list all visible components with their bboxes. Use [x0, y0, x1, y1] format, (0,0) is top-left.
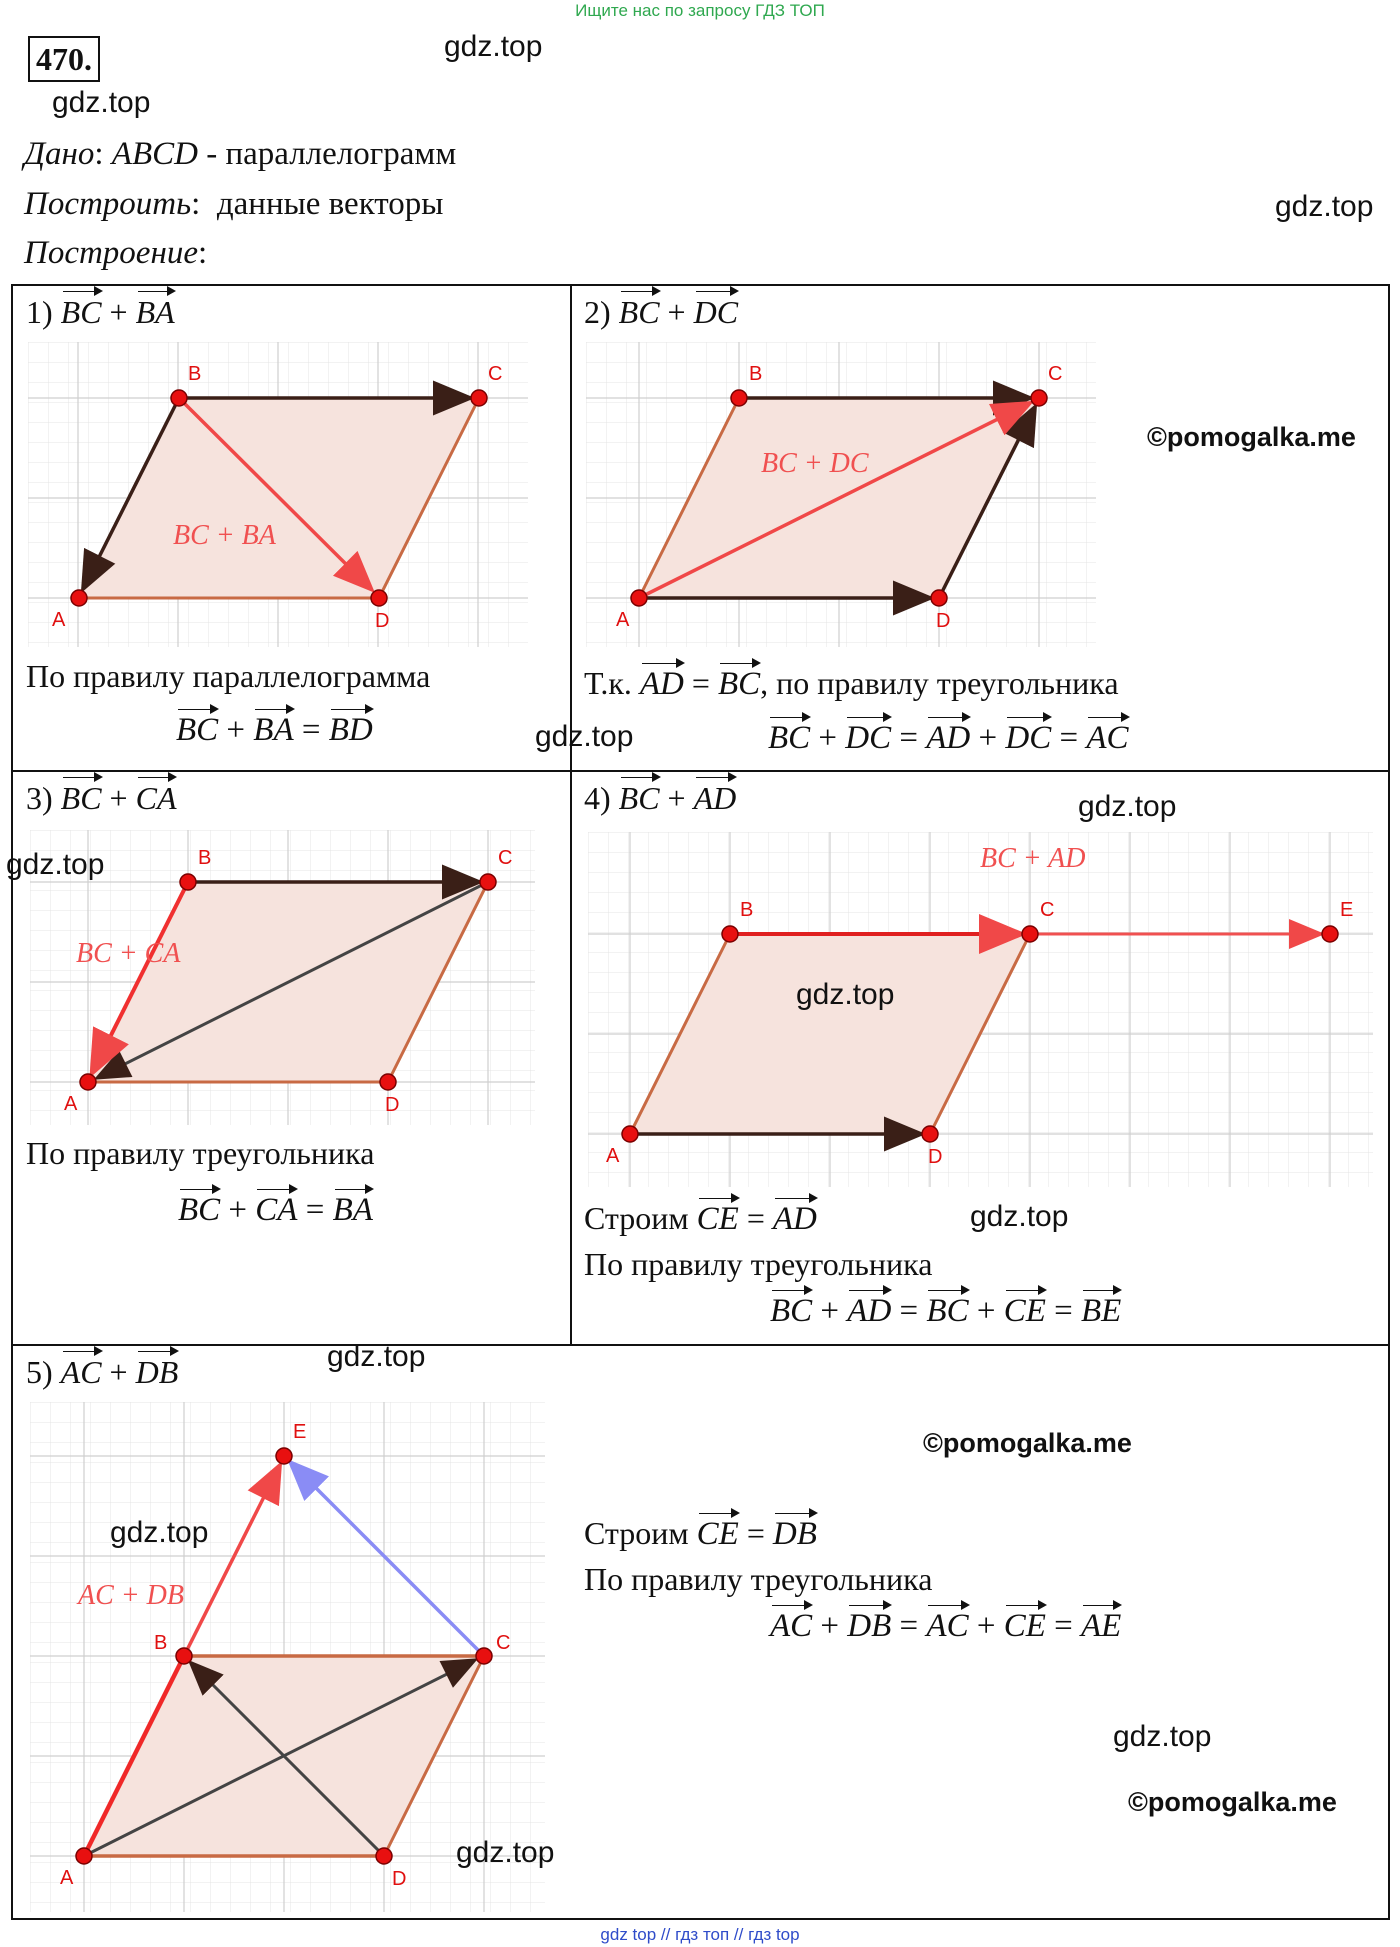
point-d — [371, 590, 387, 606]
watermark: gdz.top — [535, 720, 634, 753]
vector: DB — [772, 1516, 817, 1552]
label-a: A — [606, 1145, 620, 1167]
plus: + — [226, 712, 246, 748]
cell5-rule: По правилу треугольника — [584, 1561, 933, 1597]
tk: Т.к. — [584, 665, 632, 701]
cell5-title — [26, 1354, 178, 1391]
label-a: A — [60, 1867, 74, 1889]
build-text: Строим — [584, 1200, 689, 1236]
point-b — [171, 390, 187, 406]
vector: CE — [1003, 1608, 1046, 1644]
equals: = — [305, 1192, 325, 1228]
cell3-number: 3) — [26, 780, 53, 816]
label-d: D — [375, 610, 390, 632]
vector: BC — [768, 720, 811, 756]
vector: DB — [847, 1608, 892, 1644]
equals: = — [301, 712, 321, 748]
vector: AC — [926, 1608, 969, 1644]
vector: AD — [926, 720, 971, 756]
given-figure: ABCD — [111, 136, 198, 172]
cell4-graph — [588, 832, 1373, 1187]
label-c: C — [1048, 363, 1063, 385]
label-a: A — [616, 609, 630, 631]
vector: BE — [1081, 1293, 1122, 1329]
vector: CE — [1003, 1293, 1046, 1329]
label-b: B — [198, 847, 212, 869]
vector: AD — [772, 1201, 817, 1237]
cell1-title — [26, 294, 175, 331]
plus: + — [667, 294, 686, 330]
graph-label: BC + BA — [173, 520, 276, 551]
label-d: D — [392, 1868, 407, 1890]
plus: + — [818, 720, 838, 756]
plus: + — [109, 1354, 128, 1390]
bottom-note: gdz top // гдз топ // гдз top — [600, 1925, 800, 1944]
vector: BC — [618, 780, 660, 816]
vector: AC — [60, 1354, 102, 1390]
vector: CA — [135, 780, 177, 816]
watermark: gdz.top — [444, 30, 543, 63]
cell2-title — [584, 294, 738, 331]
plus: + — [109, 780, 128, 816]
watermark: gdz.top — [1275, 190, 1374, 223]
equals: = — [899, 720, 919, 756]
graph-label: BC + AD — [980, 843, 1086, 874]
watermark: gdz.top — [110, 1516, 209, 1549]
cell1-number: 1) — [26, 294, 53, 330]
vector: BC — [176, 712, 219, 748]
watermark: gdz.top — [796, 978, 895, 1011]
watermark: gdz.top — [970, 1200, 1069, 1233]
label-c: C — [488, 363, 503, 385]
vector: BC — [60, 780, 102, 816]
problem-number: 470. — [28, 36, 100, 82]
cell3-graph — [30, 830, 535, 1125]
cell4-title — [584, 780, 736, 817]
label-b: B — [154, 1632, 168, 1654]
plus: + — [109, 294, 128, 330]
cell1-formula — [176, 712, 373, 749]
cell3-title — [26, 780, 176, 817]
row-divider — [11, 1344, 1388, 1346]
vector: AC — [770, 1608, 813, 1644]
plus: + — [976, 1293, 996, 1329]
equals: = — [1054, 1608, 1073, 1644]
cell4-rule: По правилу треугольника — [584, 1246, 933, 1282]
vector: CE — [696, 1201, 739, 1237]
copyright: ©pomogalka.me — [923, 1428, 1132, 1458]
watermark: gdz.top — [6, 848, 105, 881]
vector: BC — [770, 1293, 813, 1329]
graph-label: BC + DC — [761, 448, 869, 479]
vector: BC — [717, 666, 761, 702]
vector: BA — [135, 294, 175, 330]
vector: DC — [1005, 720, 1052, 756]
vector: BC — [60, 294, 102, 330]
vector: BC — [618, 294, 660, 330]
cell5-formula — [770, 1608, 1121, 1645]
plus: + — [978, 720, 998, 756]
cell4-formula — [770, 1293, 1121, 1330]
vector: DC — [845, 720, 892, 756]
label-a: A — [52, 609, 66, 631]
vector: AD — [639, 666, 684, 702]
graph-label: AC + DB — [78, 1580, 184, 1611]
vector: CE — [696, 1516, 739, 1552]
vector: BA — [332, 1192, 373, 1228]
watermark: gdz.top — [1113, 1720, 1212, 1753]
label-b: B — [740, 899, 754, 921]
vector: CA — [255, 1192, 298, 1228]
cell2-rule: Т.к. AD = BC, по правилу треугольника — [584, 665, 1119, 702]
given-text: - параллелограмм — [206, 136, 457, 172]
cell1-rule: По правилу параллелограмма — [26, 658, 431, 694]
vector: BD — [328, 712, 373, 748]
point-c — [471, 390, 487, 406]
copyright: ©pomogalka.me — [1147, 422, 1356, 452]
top-note: Ищите нас по запросу ГДЗ ТОП — [575, 1, 825, 20]
plus: + — [820, 1293, 840, 1329]
cell3-rule: По правилу треугольника — [26, 1135, 375, 1171]
vector: AD — [693, 780, 737, 816]
build-line: Построить: данные векторы — [24, 186, 444, 222]
graph-label: BC + CA — [76, 938, 181, 969]
vector: DC — [693, 294, 739, 330]
equals: = — [899, 1608, 919, 1644]
vector: BA — [253, 712, 294, 748]
plus: + — [976, 1608, 996, 1644]
column-divider — [570, 284, 572, 1346]
build-label: Построить — [24, 186, 192, 222]
watermark: gdz.top — [327, 1340, 426, 1373]
label-b: B — [188, 363, 202, 385]
equals: = — [1054, 1293, 1073, 1329]
label-e: E — [1340, 899, 1354, 921]
label-e: E — [293, 1421, 307, 1443]
plus: + — [667, 780, 686, 816]
vector: DB — [135, 1354, 179, 1390]
construction-line: Построение: — [24, 235, 208, 271]
cell5-build: Строим CE = DB — [584, 1515, 817, 1552]
plus: + — [228, 1192, 248, 1228]
watermark: gdz.top — [456, 1836, 555, 1869]
cell2-formula — [768, 720, 1129, 757]
cell1-graph — [28, 342, 528, 647]
vector: BC — [178, 1192, 221, 1228]
label-a: A — [64, 1093, 78, 1115]
cell4-number: 4) — [584, 780, 611, 816]
point-a — [71, 590, 87, 606]
label-d: D — [928, 1146, 943, 1168]
rule-text: , по правилу треугольника — [760, 665, 1119, 701]
given-label: Дано — [24, 136, 95, 172]
label-d: D — [385, 1094, 400, 1116]
cell5-number: 5) — [26, 1354, 53, 1390]
vector: AC — [1086, 720, 1129, 756]
construction-label: Построение — [24, 235, 198, 271]
label-c: C — [498, 847, 513, 869]
cell2-graph — [586, 342, 1096, 647]
row-divider — [11, 770, 1388, 772]
label-c: C — [1040, 899, 1055, 921]
copyright: ©pomogalka.me — [1128, 1787, 1337, 1817]
cell4-build: Строим CE = AD — [584, 1200, 817, 1237]
watermark: gdz.top — [52, 86, 151, 119]
given-line: Дано: ABCD - параллелограмм — [24, 136, 457, 172]
vector: AD — [847, 1293, 892, 1329]
build-text: данные векторы — [216, 186, 444, 222]
plus: + — [820, 1608, 840, 1644]
vector: AE — [1081, 1608, 1122, 1644]
cell2-number: 2) — [584, 294, 611, 330]
cell3-formula — [178, 1192, 373, 1229]
equals: = — [899, 1293, 919, 1329]
vector: BC — [926, 1293, 969, 1329]
label-d: D — [936, 610, 951, 632]
label-b: B — [749, 363, 763, 385]
equals: = — [1059, 720, 1079, 756]
label-c: C — [496, 1632, 511, 1654]
build-text: Строим — [584, 1515, 689, 1551]
watermark: gdz.top — [1078, 790, 1177, 823]
